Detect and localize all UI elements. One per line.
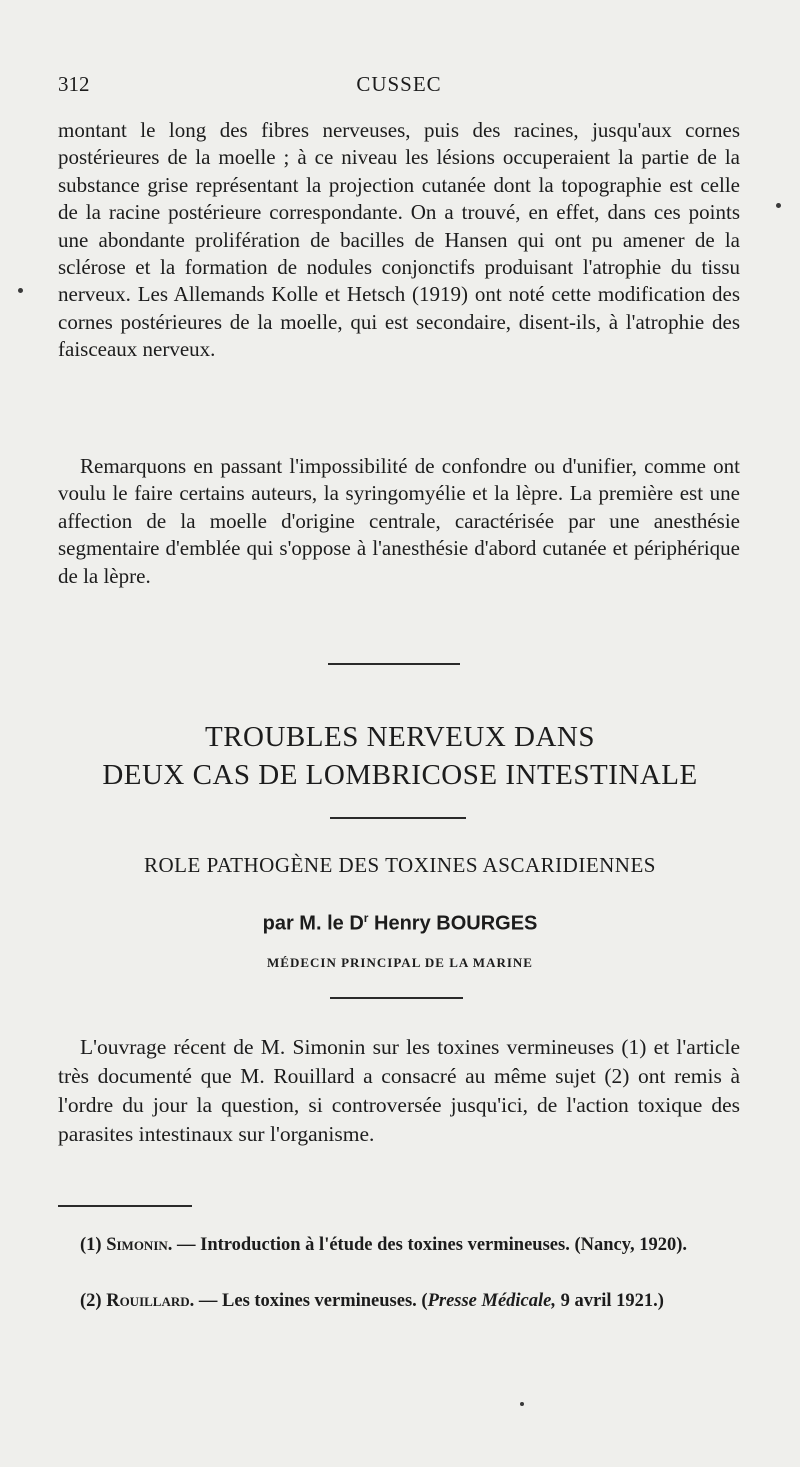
footnote-separator <box>58 1205 192 1207</box>
title-divider <box>330 817 466 819</box>
body-paragraph-2: Remarquons en passant l'impossibilité de confondre ou d'unifier, comme ont voulu le faire certains auteurs, la syringomyélie et la lèpre. La première est une affection de la moelle d'origine centrale, caractérisée par une anesthésie segmentaire d'emblée qui s'oppose à l'anesthésie d'abord cutanée et périphérique de la lèpre. <box>58 454 740 588</box>
footnote-2-text-after: 9 avril 1921.) <box>556 1291 664 1311</box>
footnote-1-author: Simonin. <box>106 1235 173 1255</box>
article-title-line-2: DEUX CAS DE LOMBRICOSE INTESTINALE <box>102 759 698 791</box>
footnote-2-journal: Presse Médicale, <box>427 1291 556 1311</box>
running-title: CUSSEC <box>356 72 442 96</box>
footnote-1 <box>58 1232 740 1259</box>
footnote-2-number: (2) <box>80 1291 102 1311</box>
section-divider <box>328 663 460 665</box>
author-affiliation: MÉDECIN PRINCIPAL DE LA MARINE <box>267 955 533 970</box>
ink-speck <box>18 288 23 293</box>
page-number: 312 <box>58 72 90 96</box>
article-title-line-1: TROUBLES NERVEUX DANS <box>204 721 596 753</box>
footnote-2 <box>58 1288 740 1315</box>
byline-sup: r <box>363 911 369 925</box>
footnote-2-author: Rouillard. <box>106 1291 195 1311</box>
footnote-2-text-before: — Les toxines vermineuses. ( <box>198 1291 428 1311</box>
byline-prefix: par M. le D <box>262 912 364 935</box>
byline-divider <box>330 997 463 999</box>
article-subtitle: ROLE PATHOGÈNE DES TOXINES ASCARIDIENNES <box>144 853 656 877</box>
body-paragraph-1: montant le long des fibres nerveuses, puis des racines, jusqu'aux cornes postérieures de la moelle ; à ce niveau les lésions occuperaient la partie de la substance grise représentant la projection cutanée dont la topographie est celle de la racine postérieure correspondante. On a trouvé, en effet, dans ces points une abondante prolifération de bacilles de Hansen qui ont pu amener de la sclérose et la formation de nodules conjonctifs produisant l'atrophie du tissu nerveux. Les Allemands Kolle et Hetsch (1919) ont noté cette modification des cornes postérieures de la moelle, qui est secondaire, disent-ils, à l'atrophie des faisceaux nerveux. <box>58 118 740 362</box>
running-head <box>58 72 740 100</box>
author-name: Henry BOURGES <box>374 912 538 935</box>
article-intro-paragraph: L'ouvrage récent de M. Simonin sur les toxines vermineuses (1) et l'article très documenté que M. Rouillard a consacré au même sujet (2) ont remis à l'ordre du jour la question, si controversée jusqu'ici, de l'action toxique des parasites intestinaux sur l'organisme. <box>58 1035 740 1146</box>
footnote-1-number: (1) <box>80 1235 102 1255</box>
ink-speck <box>776 203 781 208</box>
article-title <box>0 718 800 794</box>
footnote-1-text: — Introduction à l'étude des toxines vermineuses. (Nancy, 1920). <box>177 1235 687 1255</box>
author-byline <box>0 911 800 936</box>
ink-speck <box>520 1402 524 1406</box>
